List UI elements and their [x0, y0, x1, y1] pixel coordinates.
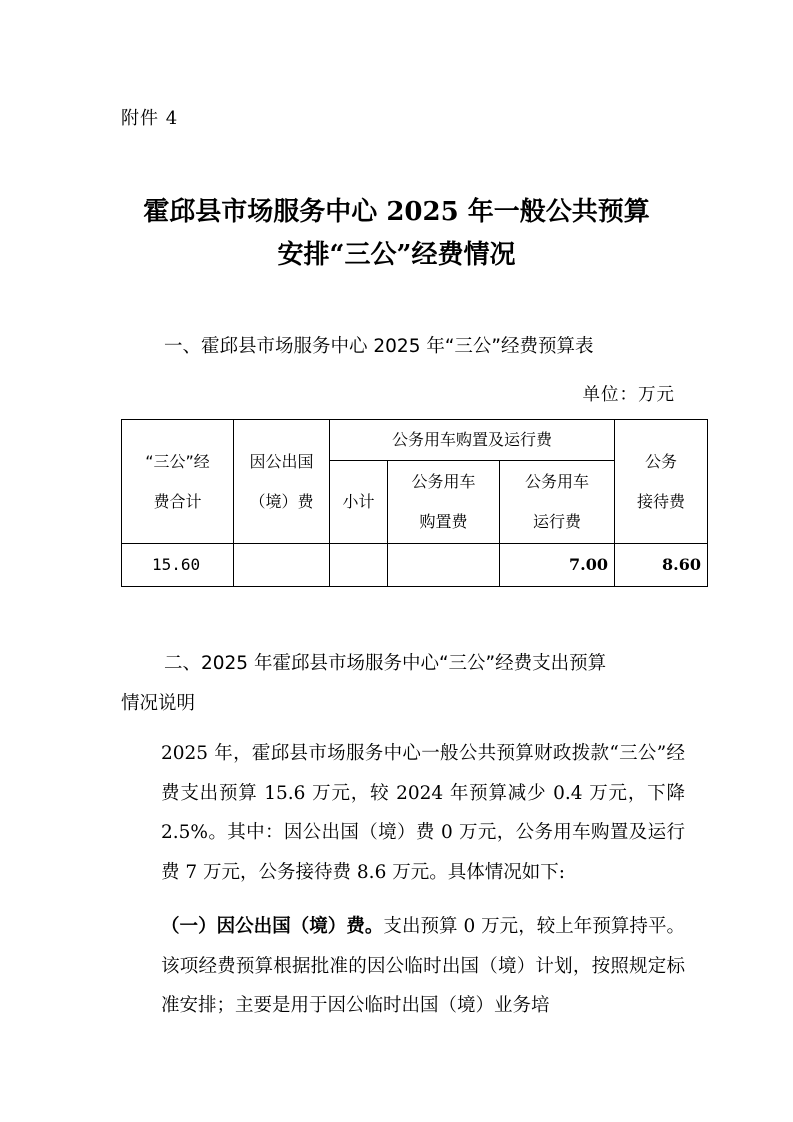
header-total-line2: 费合计: [153, 491, 202, 511]
section2-heading-line2: 情况说明: [121, 693, 196, 714]
header-abroad-line1: 因公出国: [249, 451, 314, 471]
header-abroad-line2: （境）费: [249, 491, 314, 511]
header-vehicle-group: 公务用车购置及运行费: [330, 420, 615, 461]
header-operation-line1: 公务用车: [524, 472, 589, 491]
header-purchase: [388, 461, 500, 544]
attachment-label: 附件 4: [121, 108, 179, 129]
paragraph-abroad: [121, 907, 685, 1026]
section1-heading: 一、霍邱县市场服务中心 2025 年“三公”经费预算表: [164, 336, 594, 357]
header-purchase-line1: 公务用车: [411, 472, 476, 491]
header-operation-line2: 运行费: [532, 512, 581, 531]
paragraph-summary-text: 2025 年，霍邱县市场服务中心一般公共预算财政拨款“三公”经费支出预算 15.6 万元，较 2024 年预算减少 0.4 万元，下降 2.5%。其中：因公出国（境）费 0 万元，公务用车购置及运行费 7 万元，公务接待费 8.6 万元。具体情况如下:: [161, 743, 685, 883]
cell-subtotal: [330, 544, 388, 587]
cell-reception: 8.60: [615, 544, 708, 587]
paragraph-abroad-heading: （一）因公出国（境）费。: [161, 916, 384, 937]
header-operation: [500, 461, 615, 544]
document-title-line2: 安排“三公”经费情况: [277, 240, 516, 270]
section2-heading-line1: 二、2025 年霍邱县市场服务中心“三公”经费支出预算: [164, 653, 607, 674]
section2-heading: [121, 644, 681, 724]
header-total: [122, 420, 234, 544]
cell-total: 15.60: [122, 544, 234, 587]
document-title-line1: 霍邱县市场服务中心 2025 年一般公共预算: [143, 197, 650, 227]
paragraph-abroad-body: 支出预算 0 万元，较上年预算持平。该项经费预算根据批准的因公临时出国（境）计划，按照规定标准安排；主要是用于因公临时出国（境）业务培: [161, 916, 685, 1016]
unit-label: 单位：万元: [582, 385, 675, 405]
table-row: [122, 544, 708, 587]
cell-purchase: [388, 544, 500, 587]
paragraph-summary: [121, 734, 685, 892]
header-total-line1: “三公”经: [145, 451, 210, 471]
header-reception-line1: 公务: [644, 451, 677, 471]
table-header-row-1: [122, 420, 708, 461]
header-abroad: [234, 420, 330, 544]
paragraph-abroad-text: [121, 907, 685, 1026]
header-reception: [615, 420, 708, 544]
header-purchase-line2: 购置费: [419, 512, 468, 531]
budget-table: [121, 419, 708, 587]
header-reception-line2: 接待费: [636, 491, 685, 511]
header-subtotal: 小计: [330, 461, 388, 544]
cell-operation: 7.00: [500, 544, 615, 587]
cell-abroad: [234, 544, 330, 587]
